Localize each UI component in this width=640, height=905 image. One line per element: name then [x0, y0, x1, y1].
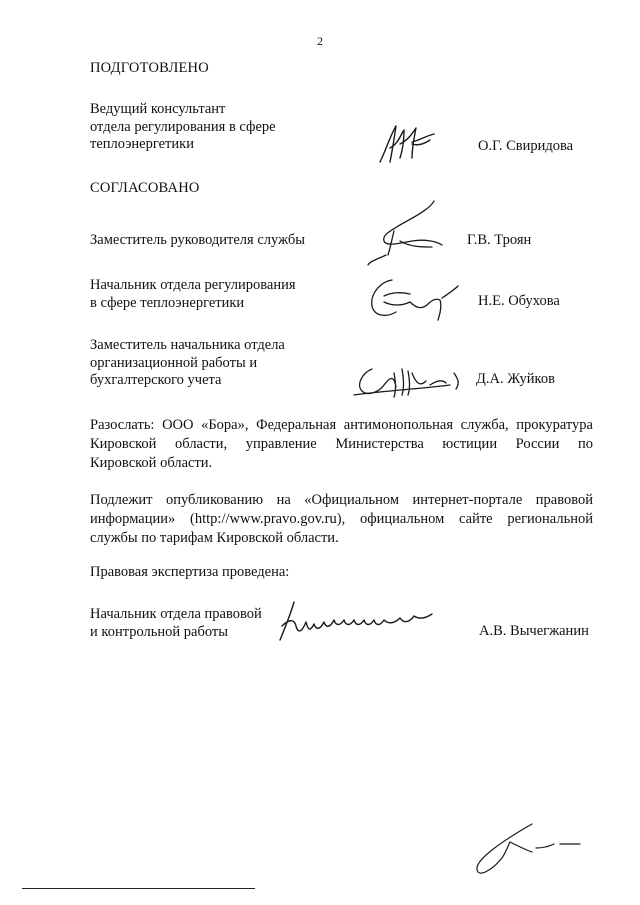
- prepared-position-line: Ведущий консультант: [90, 101, 226, 117]
- prepared-position-line: теплоэнергетики: [90, 136, 194, 152]
- signer-position: [90, 277, 296, 312]
- signer-name: Г.В. Троян: [467, 232, 532, 248]
- signer-position-line: Заместитель начальника отдела: [90, 337, 285, 353]
- publication-line: службы по тарифам Кировской области.: [90, 530, 339, 546]
- signer-position-line: в сфере теплоэнергетики: [90, 294, 245, 311]
- distribution-line: Разослать: ООО «Бора», Федеральная антимонопольная служба, прокуратура: [90, 417, 593, 433]
- signature-vychegzhanin: [274, 596, 454, 646]
- distribution-paragraph: [90, 416, 593, 473]
- legal-review-position-line: и контрольной работы: [90, 623, 228, 640]
- signature-troyan: [360, 195, 460, 270]
- signer-position: [90, 337, 285, 390]
- signer-position-line: организационной работы и: [90, 354, 258, 371]
- signer-position-line: Заместитель руководителя службы: [90, 232, 306, 248]
- prepared-position-line: отдела регулирования в сфере: [90, 118, 276, 135]
- signer-name: Н.Е. Обухова: [478, 293, 560, 309]
- signature-obukhova: [362, 272, 462, 327]
- agreed-heading: СОГЛАСОВАНО: [90, 180, 200, 196]
- initials-mark: [456, 818, 586, 878]
- legal-review-position-line: Начальник отдела правовой: [90, 606, 262, 622]
- signer-name: Д.А. Жуйков: [476, 371, 555, 387]
- signer-position-line: Начальник отдела регулирования: [90, 277, 296, 293]
- prepared-heading: ПОДГОТОВЛЕНО: [90, 60, 209, 76]
- legal-review-statement: Правовая экспертиза проведена:: [90, 564, 290, 580]
- page-number: 2: [317, 34, 323, 48]
- prepared-position: [90, 101, 276, 154]
- prepared-name: О.Г. Свиридова: [478, 138, 574, 154]
- distribution-line: Кировской области, управление Министерства юстиции России по: [90, 436, 593, 452]
- legal-review-position: [90, 606, 262, 641]
- publication-line: Подлежит опубликованию на «Официальном интернет-портале правовой: [90, 492, 593, 508]
- footnote-rule: [22, 888, 255, 889]
- signature-sviridova: [376, 118, 446, 168]
- signature-zhuykov: [350, 355, 470, 405]
- distribution-line: Кировской области.: [90, 455, 213, 471]
- legal-review-name: А.В. Вычегжанин: [479, 623, 589, 639]
- signer-position: [90, 232, 305, 250]
- signer-position-line: бухгалтерского учета: [90, 372, 222, 388]
- publication-line: информации» (http://www.pravo.gov.ru), официальном сайте региональной: [90, 511, 593, 527]
- publication-paragraph: [90, 491, 593, 548]
